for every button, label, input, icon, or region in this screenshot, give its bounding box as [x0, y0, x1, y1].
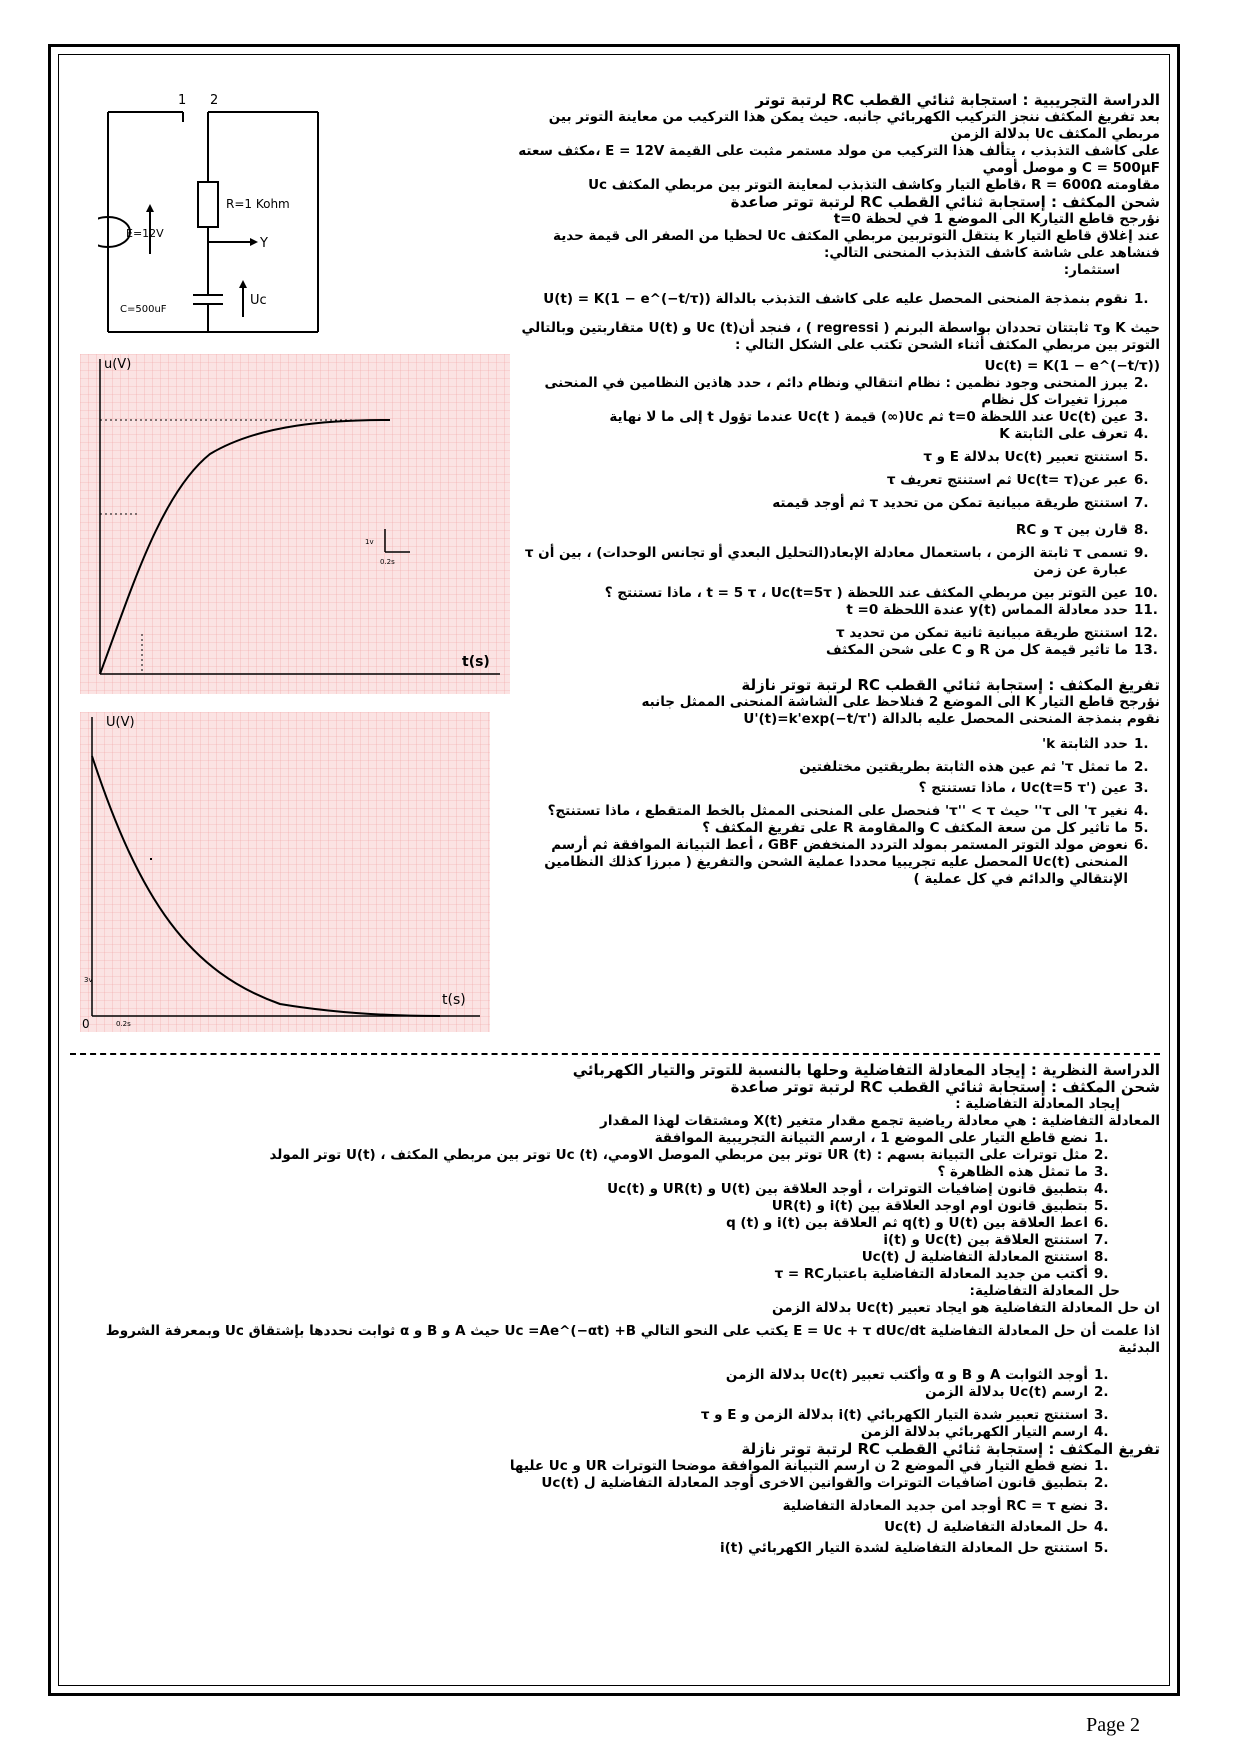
find-diff-eq-label: إيجاد المعادلة التفاضلية : — [955, 1096, 1120, 1112]
graph1-scale-t: 0.2s — [380, 558, 395, 566]
charge-question-5: استنتج تعبير Uc(t) بدلالة E و τ — [923, 449, 1128, 465]
discharge-question-5: ما تاثير كل من سعة المكثف C والمقاومة R على تفريغ المكثف ؟ — [702, 820, 1128, 836]
charge-equation: Uc(t) = K(1 − e^(−t/τ)) — [984, 358, 1160, 374]
heading-theoretical: الدراسة النظرية : إيجاد المعادلة التفاضلية وحلها بالنسبة للتوتر والتيار الكهربائي — [572, 1061, 1160, 1079]
discharge-question-2: ما تمثل τ' ثم عين هذه الثابتة بطريقتين مختلفتين — [799, 759, 1128, 775]
theory-question-4: بتطبيق قانون إضافيات التوترات ، أوجد العلاقة بين U(t) و UR(t) و Uc(t) — [607, 1181, 1088, 1197]
theory-question-5: بتطبيق قانون اوم اوجد العلاقة بين i(t) و UR(t) — [771, 1198, 1088, 1214]
switch-label-1: 1 — [178, 93, 187, 108]
heading-charge: شحن المكثف : إستجابة ثنائي القطب RC لرتبة توتر صاعدة — [730, 193, 1160, 211]
theoretical-study: الدراسة النظرية : إيجاد المعادلة التفاضلية وحلها بالنسبة للتوتر والتيار الكهربائي شحن المكثف : إستجابة ثنائي القطب RC لرتبة توتر صاعدة إيجاد المعادلة التفاضلية : المعادلة التفاضلية : هي معادلة رياضية تجمع مقدار متغير X(t) ومشتقات لهذا المقدار .1 نضع قاطع التيار على الموضع 1 ، ارسم التبيانة التجريبية الموافقة .2 مثل توترات على التبيانة بسهم : UR (t) توتر بين مربطي الموصل الاومي، Uc (t) توتر بين مربطي المكثف ، U(t) توتر المولد .3 ما تمثل هذه الظاهرة ؟ .4 بتطبيق قانون إضافيات التوترات ، أوجد العلاقة بين U(t) و UR(t) و Uc(t) .5 بتطبيق قانون اوم اوجد العلاقة بين i(t) و UR(t) .6 اعط العلاقة بين U(t) و q(t) ثم العلاقة بين i(t) و q (t) .7 استنتج العلاقة بين Uc(t) و i(t) .8 استنتج المعادلة التفاضلية ل Uc(t) .9 أكتب من جديد المعادلة التفاضلية باعتبارτ = RC حل المعادلة التفاضلية: ان حل المعادلة التفاضلية هو ايجاد تعبير Uc(t) بدلالة الزمن اذا علمت أن حل المعادلة التفاضلية E = Uc + τ dUc/dt يكتب على النحو التالي Uc =Ae^(−αt) +B حيث A و B و α ثوابت نحددها بإشتقاق Uc وبمعرفة الشروط البدئية .1 أوجد الثوابت A و B و α وأكتب تعبير Uc(t) بدلالة الزمن .2 ارسم Uc(t) بدلالة الزمن .3 استنتج تعبير شدة التيار الكهربائي i(t) بدلالة الزمن و E و τ .4 ارسم التيار الكهربائي بدلالة الزمن تفريغ المكثف : إستجابة ثنائي القطب RC لرتبة توتر نازلة .1 نضع قطع التيار في الموضع 2 ن ارسم التبيانة الموافقة موضحا التوترات UR و Uc عليها .2 بتطبيق قانون اضافيات التوترات والقوانين الاخرى أوجد المعادلة التفاضلية ل Uc(t) .3 نضع RC = τ أوجد امن جديد المعادلة التفاضلية .4 حل المعادلة التفاضلية ل Uc(t) .5 استنتج حل المعادلة التفاضلية لشدة التيار الكهربائي i(t) — [90, 1062, 1160, 1557]
graph2-ylabel: U(V) — [106, 715, 135, 730]
theory-question-3: ما تمثل هذه الظاهرة ؟ — [937, 1164, 1088, 1180]
solve-question-1: أوجد الثوابت A و B و α وأكتب تعبير Uc(t) بدلالة الزمن — [725, 1367, 1088, 1383]
charge-question-10: عين التوتر بين مربطي المكثف عند اللحظة t = 5 τ ، Uc(t=5τ ) ، ماذا تستنتج ؟ — [604, 585, 1128, 601]
discharge-theory-question-3: نضع RC = τ أوجد امن جديد المعادلة التفاضلية — [782, 1498, 1088, 1514]
charge-question-11: حدد معادلة المماس y(t) عندة اللحظة t =0 — [846, 602, 1128, 618]
charge-question-13: ما تاثير قيمة كل من R و C على شحن المكثف — [825, 642, 1128, 658]
graph2-scale-t: 0.2s — [116, 1020, 131, 1028]
discharge-line-1: نؤرجح قاطع التيار K الى الموضع 2 فنلاحظ على الشاشة المنحنى الممثل جانبه — [641, 694, 1160, 710]
discharge-theory-question-5: استنتج حل المعادلة التفاضلية لشدة التيار الكهربائي i(t) — [720, 1540, 1088, 1556]
charge-line-2: عند إغلاق قاطع التيار k ينتقل التوتربين مربطي المكثف Uc لحظيا من الصفر الى قيمة حدية فنشاهد على شاشة كاشف التذبذب المنحنى التالي: — [553, 228, 1160, 261]
switch-label-2: 2 — [210, 93, 219, 108]
charge-question-4: تعرف على الثابتة K — [999, 426, 1128, 442]
solve-diff-eq-label: حل المعادلة التفاضلية: — [969, 1283, 1120, 1299]
graph2-scale-v: 3v — [84, 976, 93, 984]
charge-question-7: استنتج طريقة مبيانية تمكن من تحديد τ ثم أوجد قيمته — [772, 495, 1128, 511]
intro-line-1: بعد تفريغ المكثف ننجز التركيب الكهربائي جانبه. حيث يمكن هذا التركيب من معاينة التوتر بين مربطي المكثف Uc بدلالة الزمن — [548, 109, 1160, 142]
heading-discharge: تفريغ المكثف : إستجابة ثنائي القطب RC لرتبة توتر نازلة — [741, 676, 1160, 694]
heading-theory-discharge: تفريغ المكثف : إستجابة ثنائي القطب RC لرتبة توتر نازلة — [741, 1440, 1160, 1458]
graph2-origin: 0 — [82, 1017, 90, 1031]
charge-question-2: يبرز المنحنى وجود نظمين : نظام انتقالي ونظام دائم ، حدد هاذين النظامين في المنحنى مبرزا تغيرات كل نظام — [544, 375, 1128, 408]
charge-line-1: نؤرجح قاطع التيارK الى الموضع 1 في لحظة t=0 — [833, 211, 1160, 227]
page-number: Page 2 — [1086, 1714, 1140, 1736]
uc-label: Uc — [250, 293, 267, 308]
theory-question-6: اعط العلاقة بين U(t) و q(t) ثم العلاقة بين i(t) و q (t) — [726, 1215, 1088, 1231]
discharge-question-6: نعوض مولد التوتر المستمر بمولد التردد المنخفض GBF ، أعط التبيانة الموافقة ثم أرسم المنحنى Uc(t) المحصل عليه تجريبيا محددا عملية الشحن والتفريغ ( مبرزا كذلك النظامين الإنتقالي والدائم في كل عملية ) — [544, 837, 1128, 887]
discharge-curve-graph — [80, 712, 490, 1032]
discharge-question-4: نغير τ' الى τ'' حيث τ'' < τ' فنحصل على المنحنى الممثل بالخط المتقطع ، ماذا تستنتج؟ — [547, 803, 1128, 819]
heading-experimental: الدراسة التجريبية : استجابة ثنائي القطب RC لرتبة توتر — [755, 91, 1160, 109]
solve-question-4: ارسم التيار الكهربائي بدلالة الزمن — [860, 1424, 1088, 1440]
solve-line-1: ان حل المعادلة التفاضلية هو ايجاد تعبير Uc(t) بدلالة الزمن — [771, 1300, 1160, 1316]
exploitation-label: استثمار: — [1063, 262, 1120, 278]
discharge-theory-question-1: نضع قطع التيار في الموضع 2 ن ارسم التبيانة الموافقة موضحا التوترات UR و Uc عليها — [509, 1458, 1088, 1474]
theory-question-7: استنتج العلاقة بين Uc(t) و i(t) — [883, 1232, 1088, 1248]
charge-question-1: نقوم بنمذجة المنحنى المحصل عليه على كاشف التذبذب بالدالة U(t) = K(1 − e^(−t/τ)) — [543, 291, 1128, 307]
charge-curve-graph — [80, 354, 510, 694]
charge-question-8: قارن بين τ و RC — [1015, 522, 1128, 538]
charge-question-6: عبر عنUc(t= τ) ثم استنتج تعريف τ — [886, 472, 1128, 488]
discharge-question-1: حدد الثابتة k' — [1041, 736, 1128, 752]
source-label: E=12V — [126, 227, 164, 240]
solve-line-2: اذا علمت أن حل المعادلة التفاضلية E = Uc + τ dUc/dt يكتب على النحو التالي Uc =Ae^(−αt) +B حيث A و B و α ثوابت نحددها بإشتقاق Uc وبمعرفة الشروط البدئية — [105, 1323, 1160, 1356]
charge-question-9: تسمى τ ثابتة الزمن ، باستعمال معادلة الإبعاد(التحليل البعدي أو تجانس الوحدات) ، بين أن τ عبارة عن زمن — [524, 545, 1128, 578]
intro-line-3: مقاومته R = 600Ω ،قاطع التيار وكاشف التذبذب لمعاينة التوتر بين مربطي المكثف Uc — [588, 177, 1160, 193]
theory-question-2: مثل توترات على التبيانة بسهم : UR (t) توتر بين مربطي الموصل الاومي، Uc (t) توتر بين مربطي المكثف ، U(t) توتر المولد — [269, 1147, 1088, 1163]
discharge-question-3: عين Uc(t=5 τ') ، ماذا تستنتج ؟ — [918, 780, 1128, 796]
discharge-theory-question-2: بتطبيق قانون اضافيات التوترات والقوانين الاخرى أوجد المعادلة التفاضلية ل Uc(t) — [541, 1475, 1088, 1491]
discharge-theory-question-4: حل المعادلة التفاضلية ل Uc(t) — [884, 1519, 1088, 1535]
charge-paragraph: حيث K وτ ثابتتان تحددان بواسطة البرنم ( regressi ) ، فنجد أنUc (t) و U(t) متقاربتين وبالتالي التوتر بين مربطي المكثف أثناء الشحن تكتب على الشكل التالي : — [521, 320, 1160, 353]
resistor-label: R=1 Kohm — [226, 197, 290, 211]
graph1-scale-v: 1v — [365, 538, 374, 546]
heading-theory-charge: شحن المكثف : إستجابة ثنائي القطب RC لرتبة توتر صاعدة — [730, 1078, 1160, 1096]
capacitor-label: C=500uF — [120, 304, 167, 315]
diff-eq-definition: المعادلة التفاضلية : هي معادلة رياضية تجمع مقدار متغير X(t) ومشتقات لهذا المقدار — [600, 1113, 1160, 1129]
output-y-label: Y — [260, 236, 268, 251]
theory-question-9: أكتب من جديد المعادلة التفاضلية باعتبارτ = RC — [774, 1266, 1088, 1282]
discharge-line-2: نقوم بنمذجة المنحنى المحصل عليه بالدالة U'(t)=k'exp(−t/τ') — [743, 711, 1160, 727]
experimental-intro: الدراسة التجريبية : استجابة ثنائي القطب RC لرتبة توتر بعد تفريغ المكثف ننجز التركيب الكهربائي جانبه. حيث يمكن هذا التركيب من معاينة التوتر بين مربطي المكثف Uc بدلالة الزمن على كاشف التذبذب ، يتألف هذا التركيب من مولد مستمر مثبت على القيمة E = 12V ،مكثف سعته C = 500μF و موصل أومي مقاومته R = 600Ω ،قاطع التيار وكاشف التذبذب لمعاينة التوتر بين مربطي المكثف Uc شحن المكثف : إستجابة ثنائي القطب RC لرتبة توتر صاعدة نؤرجح قاطع التيارK الى الموضع 1 في لحظة t=0 عند إغلاق قاطع التيار k ينتقل التوتربين مربطي المكثف Uc لحظيا من الصفر الى قيمة حدية فنشاهد على شاشة كاشف التذبذب المنحنى التالي: استثمار: .1 نقوم بنمذجة المنحنى المحصل عليه على كاشف التذبذب بالدالة U(t) = K(1 − e^(−t/τ)) حيث K وτ ثابتتان تحددان بواسطة البرنم ( regressi ) ، فنجد أنUc (t) و U(t) متقاربتين وبالتالي التوتر بين مربطي المكثف أثناء الشحن تكتب على الشكل التالي : Uc(t) = K(1 − e^(−t/τ)) .2 يبرز المنحنى وجود نظمين : نظام انتقالي ونظام دائم ، حدد هاذين النظامين في المنحنى مبرزا تغيرات كل نظام .3 عين Uc(t) عند اللحظة t=0 ثم Uc(∞) قيمة ( Uc(t عندما تؤول t إلى ما لا نهاية .4 تعرف على الثابتة K .5 استنتج تعبير Uc(t) بدلالة E و τ .6 عبر عنUc(t= τ) ثم استنتج تعريف τ .7 استنتج طريقة مبيانية تمكن من تحديد τ ثم أوجد قيمته .8 قارن بين τ و RC .9 تسمى τ ثابتة الزمن ، باستعمال معادلة الإبعاد(التحليل البعدي أو تجانس الوحدات) ، بين أن τ عبارة عن زمن .10 عين التوتر بين مربطي المكثف عند اللحظة t = 5 τ ، Uc(t=5τ ) ، ماذا تستنتج ؟ .11 حدد معادلة المماس y(t) عندة اللحظة t =0 .12 استنتج طريقة مبيانية ثانية تمكن من تحديد τ .13 ما تاثير قيمة كل من R و C على شحن المكثف تفريغ المكثف : إستجابة ثنائي القطب RC لرتبة توتر نازلة نؤرجح قاطع التيار K الى الموضع 2 فنلاحظ على الشاشة المنحنى الممثل جانبه نقوم بنمذجة المنحنى المحصل عليه بالدالة U'(t)=k'exp(−t/τ') .1 حدد الثابتة k' .2 ما تمثل τ' ثم عين هذه الثابتة بطريقتين مختلفتين .3 عين Uc(t=5 τ') ، ماذا تستنتج ؟ .4 نغير τ' الى τ'' حيث τ'' < τ' فنحصل على المنحنى الممثل بالخط المتقطع ، ماذا تستنتج؟ .5 ما تاثير كل من سعة المكثف C والمقاومة R على تفريغ المكثف ؟ .6 نعوض مولد التوتر المستمر بمولد التردد المنخفض GBF ، أعط التبيانة الموافقة ثم أرسم المنحنى Uc(t) المحصل عليه تجريبيا محددا عملية الشحن والتفريغ ( مبرزا كذلك النظامين الإنتقالي والدائم في كل عملية ) — [510, 92, 1160, 888]
solve-question-2: ارسم Uc(t) بدلالة الزمن — [925, 1384, 1088, 1400]
charge-question-3: عين Uc(t) عند اللحظة t=0 ثم Uc(∞) قيمة ( Uc(t عندما تؤول t إلى ما لا نهاية — [609, 409, 1128, 425]
section-divider — [70, 1053, 1160, 1055]
graph1-ylabel: u(V) — [104, 357, 132, 372]
graph1-xlabel: t(s) — [462, 654, 490, 670]
rc-circuit-diagram — [98, 92, 338, 342]
theory-question-1: نضع قاطع التيار على الموضع 1 ، ارسم التبيانة التجريبية الموافقة — [654, 1130, 1088, 1146]
charge-question-12: استنتج طريقة مبيانية ثانية تمكن من تحديد τ — [836, 625, 1128, 641]
graph2-xlabel: t(s) — [442, 992, 466, 1008]
solve-question-3: استنتج تعبير شدة التيار الكهربائي i(t) بدلالة الزمن و E و τ — [700, 1407, 1088, 1423]
intro-line-2: على كاشف التذبذب ، يتألف هذا التركيب من مولد مستمر مثبت على القيمة E = 12V ،مكثف سعته C = 500μF و موصل أومي — [518, 143, 1160, 176]
theory-question-8: استنتج المعادلة التفاضلية ل Uc(t) — [861, 1249, 1088, 1265]
